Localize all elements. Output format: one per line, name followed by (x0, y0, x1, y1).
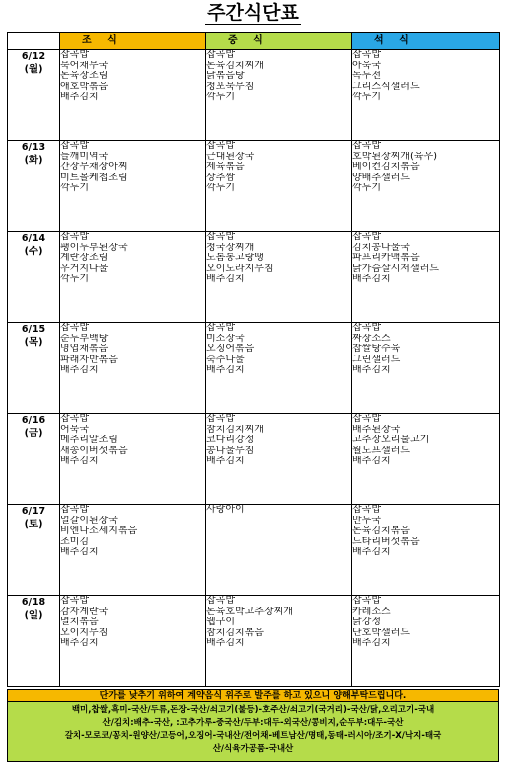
menu-item: 배추김치 (206, 365, 245, 375)
menu-item: 애호박볶음 (60, 81, 109, 92)
menu-item: 잡곡밥 (60, 596, 89, 606)
menu-item: 배추김치 (60, 638, 99, 648)
date-label: 6/13 (21, 142, 46, 153)
menu-item: 녹두전 (352, 71, 381, 81)
weekday-label: (수) (24, 246, 43, 257)
menu-item: 깍두기 (60, 274, 89, 284)
menu-item: 배추김치 (206, 456, 245, 466)
menu-item: 깍두기 (206, 183, 235, 193)
menu-item: 오징어볶음 (206, 344, 255, 354)
weekly-menu-table (7, 32, 500, 687)
header-breakfast: 조 식 (60, 33, 206, 50)
menu-item: 닭강정 (352, 617, 381, 627)
menu-item: 호박된장찌개(육우) (352, 151, 438, 162)
menu-item: 고추장오리불고기 (352, 435, 430, 445)
breakfast-cell (60, 596, 206, 687)
menu-item: 들깨미역국 (60, 151, 109, 162)
breakfast-cell (60, 232, 206, 323)
menu-item: 배추김치 (352, 365, 391, 375)
lunch-cell (206, 505, 352, 596)
menu-item: 청포묵무침 (206, 81, 255, 92)
menu-item: 웹구이 (206, 617, 235, 627)
header-lunch: 중 식 (206, 33, 352, 50)
menu-item: 새송이버섯볶음 (60, 445, 128, 456)
menu-item: 미소장국 (206, 333, 245, 344)
date-cell (8, 50, 60, 141)
weekday-label: (목) (24, 337, 43, 348)
menu-item: 아욱국 (352, 60, 381, 71)
menu-item: 깍두기 (60, 183, 89, 193)
breakfast-cell (60, 141, 206, 232)
menu-item: 잡곡밥 (60, 141, 89, 151)
menu-item: 코다리강정 (206, 435, 255, 445)
menu-item: 상추쌈 (206, 172, 235, 183)
date-label: 6/17 (21, 506, 46, 517)
menu-item: 느타리버섯볶음 (352, 536, 420, 547)
dinner-cell (352, 323, 500, 414)
lunch-cell (206, 323, 352, 414)
menu-item: 숙주나물 (206, 354, 245, 365)
menu-item: 도톰통고랑땡 (206, 253, 264, 263)
menu-item: 잡곡밥 (206, 232, 235, 242)
menu-item: 배추된장국 (352, 424, 401, 435)
menu-item: 잡곡밥 (60, 323, 89, 333)
menu-item: 멸치볶음 (60, 617, 99, 627)
menu-item: 배추김치 (352, 456, 391, 466)
menu-item: 배추김치 (352, 638, 391, 648)
menu-item: 카레소스 (352, 606, 391, 617)
menu-item: 참치김치볶음 (206, 627, 264, 638)
dinner-cell (352, 414, 500, 505)
header-date (8, 33, 60, 50)
menu-item: 미트볼케첩조림 (60, 172, 128, 183)
dinner-cell (352, 50, 500, 141)
origin-line: 갈치-모로코/꽁치-원양산/고등어,오징어-국내산/전어채-베트남산/명태,동태-러시아/조기-X/낙지-태국 (64, 731, 442, 741)
weekday-label: (일) (24, 610, 43, 621)
weekday-label: (토) (24, 519, 43, 530)
weekday-label: (화) (24, 155, 43, 166)
menu-item: 계란장조림 (60, 253, 109, 263)
dinner-cell (352, 141, 500, 232)
menu-item: 콩나물무침 (206, 445, 255, 456)
menu-item: 배추김치 (352, 274, 391, 284)
header-dinner: 석 식 (352, 33, 500, 50)
menu-item: 깍두기 (352, 92, 381, 102)
menu-item: 베이컨김치볶음 (352, 162, 420, 172)
menu-item: 단호박샐러드 (352, 627, 410, 638)
menu-item: 잡곡밥 (352, 50, 381, 60)
menu-item: 순두부백탕 (60, 333, 109, 344)
menu-item: 배추김치 (206, 638, 245, 648)
breakfast-cell (60, 414, 206, 505)
day-row (8, 141, 500, 232)
menu-item: 잡곡밥 (60, 505, 89, 515)
menu-item: 돈육김치볶음 (352, 526, 410, 536)
date-cell (8, 505, 60, 596)
day-row (8, 232, 500, 323)
breakfast-cell (60, 505, 206, 596)
date-label: 6/15 (21, 324, 46, 335)
menu-item: 배추김치 (60, 456, 99, 466)
menu-item: 배추김치 (60, 92, 99, 102)
menu-item: 비엔나소세지볶음 (60, 526, 138, 536)
dinner-cell (352, 596, 500, 687)
day-row (8, 323, 500, 414)
menu-item: 닭볶음탕 (206, 71, 245, 81)
day-row (8, 50, 500, 141)
date-cell (8, 232, 60, 323)
title-bar (0, 2, 506, 28)
menu-item: 오이지무침 (60, 627, 109, 638)
lunch-cell (206, 50, 352, 141)
date-cell (8, 141, 60, 232)
menu-item: 조미김 (60, 536, 89, 547)
lunch-cell (206, 596, 352, 687)
menu-item: 북어채무국 (60, 60, 109, 71)
menu-item: 잡곡밥 (352, 505, 381, 515)
menu-item: 잡곡밥 (60, 414, 89, 424)
menu-item: 찹쌀탕수육 (352, 344, 401, 354)
date-cell (8, 414, 60, 505)
menu-item: 명엽채볶음 (60, 344, 109, 354)
origin-line: 백미,찹쌀,흑미-국산/두류,돈장-국산/쇠고기(불등)-호주산/쇠고기(국거리)-국산/닭,오리고기-국내 (71, 705, 435, 715)
menu-item: 잡곡밥 (206, 50, 235, 60)
menu-item: 파래자반볶음 (60, 354, 118, 365)
menu-item: 돈육김치찌개 (206, 60, 264, 71)
menu-item: 어묵국 (60, 424, 89, 435)
date-label: 6/12 (21, 51, 46, 62)
menu-item: 잡곡밥 (60, 50, 89, 60)
menu-item: 파프리카맥볶음 (352, 253, 420, 263)
date-label: 6/18 (21, 597, 46, 608)
menu-item: 잡곡밥 (352, 414, 381, 424)
menu-item: 배추김치 (206, 274, 245, 284)
menu-item: 잡곡밥 (352, 596, 381, 606)
day-row (8, 596, 500, 687)
dinner-cell (352, 232, 500, 323)
date-label: 6/14 (21, 233, 46, 244)
lunch-cell (206, 141, 352, 232)
menu-item: 배추김치 (60, 547, 99, 557)
lunch-cell (206, 232, 352, 323)
menu-item: 잡곡밥 (352, 232, 381, 242)
menu-item: 돈육장조림 (60, 71, 109, 81)
dinner-cell (352, 505, 500, 596)
menu-item: 월도프샐러드 (352, 445, 410, 456)
day-row (8, 505, 500, 596)
menu-item: 깍두기 (206, 92, 235, 102)
date-label: 6/16 (21, 415, 46, 426)
menu-item: 김치콩나물국 (352, 242, 410, 253)
menu-item: 팽이두부된장국 (60, 242, 128, 253)
menu-item: 우거지나물 (60, 263, 109, 274)
menu-item: 그린샐러드 (352, 354, 401, 365)
menu-item: 사랑아이 (206, 505, 245, 515)
menu-item: 잡곡밥 (352, 141, 381, 151)
date-cell (8, 323, 60, 414)
menu-item: 닭가슴살시저샐러드 (352, 263, 439, 274)
origin-line: 산/김치:배추-국산, :고추가루-중국산/두부:대두-외국산/콩비지,순두부:대두-국산 (102, 718, 404, 728)
menu-item: 감자계란국 (60, 606, 109, 617)
page-title: 주간식단표 (207, 2, 299, 24)
menu-item: 오이도라지무침 (206, 263, 274, 274)
menu-item: 제육볶음 (206, 162, 245, 172)
menu-item: 근대된장국 (206, 151, 255, 162)
menu-body (8, 50, 500, 687)
menu-item: 메추리알조림 (60, 435, 118, 445)
menu-item: 청국장찌개 (206, 242, 255, 253)
breakfast-cell (60, 50, 206, 141)
menu-item: 만두국 (352, 515, 381, 526)
header-row (8, 33, 500, 50)
menu-item: 잡곡밥 (206, 323, 235, 333)
day-row (8, 414, 500, 505)
weekday-label: (월) (24, 64, 43, 75)
menu-item: 배추김치 (352, 547, 391, 557)
notice-banner: 단가를 낮추기 위하여 계약음식 위주로 발주를 하고 있으니 양해부탁드립니다. (7, 689, 499, 702)
menu-item: 잡곡밥 (60, 232, 89, 242)
breakfast-cell (60, 323, 206, 414)
lunch-cell (206, 414, 352, 505)
menu-item: 간장무채장아찌 (60, 162, 128, 172)
menu-item: 깍두기 (352, 183, 381, 193)
weekday-label: (금) (24, 428, 43, 439)
menu-item: 그리스식샐러드 (352, 81, 420, 92)
origin-line: 산/식육가공품-국내산 (212, 744, 294, 754)
date-cell (8, 596, 60, 687)
menu-item: 잡곡밥 (206, 141, 235, 151)
menu-item: 참치김치찌개 (206, 424, 264, 435)
menu-item: 잡곡밥 (352, 323, 381, 333)
menu-item: 배추김치 (60, 365, 99, 375)
menu-item: 양배추샐러드 (352, 172, 410, 183)
menu-item: 얼갈이된장국 (60, 515, 118, 526)
menu-item: 돈육호박고추장찌개 (206, 606, 293, 617)
menu-item: 짜장소스 (352, 333, 391, 344)
origin-info (7, 702, 499, 762)
menu-item: 잡곡밥 (206, 596, 235, 606)
menu-item: 잡곡밥 (206, 414, 235, 424)
